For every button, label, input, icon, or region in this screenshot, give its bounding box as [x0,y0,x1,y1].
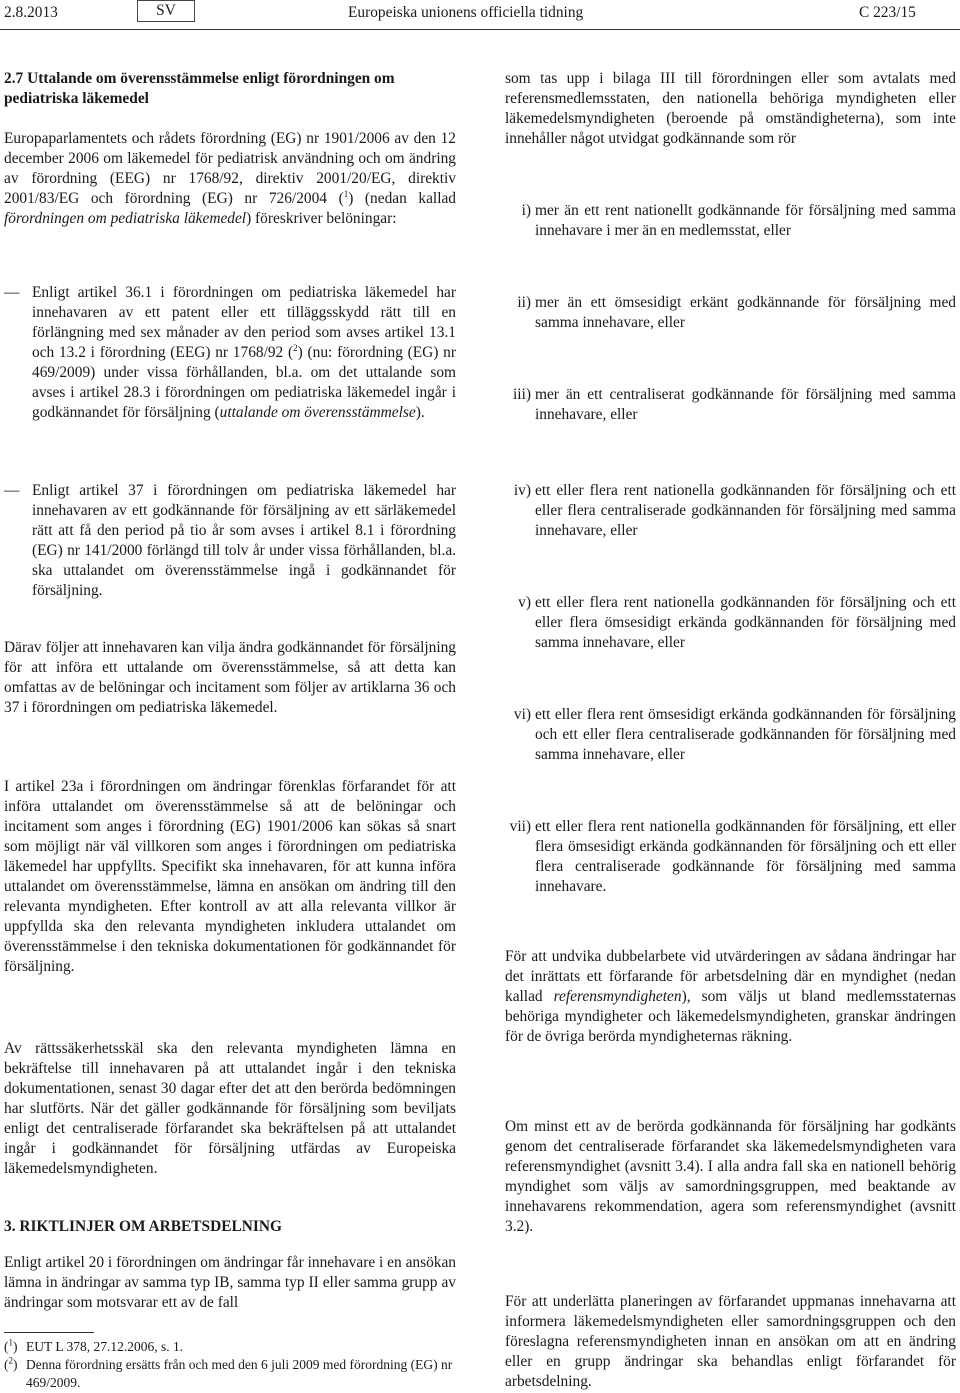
dash-marker: — [4,482,20,499]
dash-item-1-text: Enligt artikel 36.1 i förordningen om pediatriska läkemedel har innehavaren av ett patent eller ett tilläggsskydd rätt till en förlängning med sex månader av den period som avses artikel 13.1 och 13.2 i förordning (EEG) nr 1768/92 ($^2$) (nu: förordning (EG) nr 469/2009) under vissa förhållanden, bl.a. om det uttalande som avses i artikel 28.3 i förordningen om pediatriska läkemedel ingår i godkännandet för försäljning (uttalande om överensstämmelse). [32,284,457,421]
list-item: vi) ett eller flera rent ömsesidigt erkända godkännanden för försäljning och ett eller flera centraliserade godkännanden för försäljning med samma innehavare, eller [513,706,956,763]
left-paragraph-4: Av rättssäkerhetsskäl ska den relevanta myndigheten lämna en bekräftelse till innehavaren på att uttalandet ingår i den tekniska dokumentationen, senast 30 dagar efter det att den berörda bedömningen har slutförts. När det gäller godkännande för försäljning som beviljats enligt det centraliserade förfarandet ska bekräftelsen på att uttalandet ingår i godkännandet för försäljning utfärdas av Europeiska läkemedelsmyndigheten. [4,1040,456,1177]
page-number: C 223/15 [859,4,916,21]
dash-marker: — [4,284,20,301]
right-paragraph-3: Om minst ett av de berörda godkännanda för försäljning har godkänts genom det centraliserade förfarandet ska läkemedelsmyndigheten vara referensmyndighet (avsnitt 3.4). I alla andra fall ska en nationell behörig myndighet som väljs av samordningsgruppen, med beaktande av innehavarens rekommendation, agera som referensmyndighet (avsnitt 3.2). [505,1118,956,1235]
left-paragraph-1: Europaparlamentets och rådets förordning (EG) nr 1901/2006 av den 12 december 2006 om läkemedel för pediatrisk användning och om ändring av förordning (EEG) nr 1768/92, direktiv 2001/20/EG, direktiv 2001/83/EG och förordning (EG) nr 726/2004 ($^1$) (nedan kallad förordningen om pediatriska läkemedel) föreskriver belöningar: [4,130,456,227]
left-paragraph-5: Enligt artikel 20 i förordningen om ändringar får innehavare i en ansökan lämna in ändringar av samma typ IB, samma typ II eller samma grupp av ändringar som motsvarar ett av de fall [4,1254,456,1311]
footnote-1: ($^1$) EUT L 378, 27.12.2006, s. 1. [4,1337,184,1354]
journal-title: Europeiska unionens officiella tidning [348,4,584,21]
section-3-title: 3. RIKTLINJER OM ARBETSDELNING [4,1218,282,1235]
list-item: ii) mer än ett ömsesidigt erkänt godkännande för försäljning med samma innehavare, eller [517,294,956,331]
list-item: iii) mer än ett centraliserat godkännande för försäljning med samma innehavare, eller [513,386,956,423]
list-item: i) mer än ett rent nationellt godkännande för försäljning med samma innehavare i mer än en medlemsstat, eller [521,202,956,239]
dash-item-2-text: Enligt artikel 37 i förordningen om pediatriska läkemedel har innehavaren av ett godkännande för försäljning av ett särläkemedel rätt att få den period på tio år som avses i artikel 8.1 i förordning (EG) nr 141/2000 förlängd till tolv år under vissa förhållanden, bl.a. ska uttalandet om överensstämmelse ingå i godkännandet för försäljning. [32,482,456,599]
language-badge: SV [137,0,195,22]
footnote-rule [4,1332,94,1333]
footnotes [4,1338,456,1392]
left-paragraph-2: Därav följer att innehavaren kan vilja ändra godkännandet för försäljning för att införa ett uttalande om överensstämmelse, så att detta kan omfattas av de belöningar och incitament som följer av artiklarna 36 och 37 i förordningen om pediatriska läkemedel. [4,639,456,716]
dash-item-2 [4,481,456,601]
list-item: v) ett eller flera rent nationella godkännanden för försäljning och ett eller flera ömsesidigt erkända godkännanden för försäljning med samma innehavare, eller [518,594,956,651]
right-paragraph-2: För att undvika dubbelarbete vid utvärderingen av sådana ändringar har det inrättats ett förfarande för arbetsdelning där en myndighet (nedan kallad referensmyndigheten), som väljs ut bland medlemsstaternas behöriga myndigheter och läkemedelsmyndigheten, granskar ändringen för de övriga berörda myndigheternas räkning. [505,948,956,1045]
list-item: vii) ett eller flera rent nationella godkännanden för försäljning, ett eller flera ömsesidigt erkända godkännanden för försäljning och ett eller flera centraliserade godkännande för försäljning med samma innehavare. [509,818,956,895]
header-date: 2.8.2013 [4,4,58,21]
section-2-7 [4,69,456,229]
header-rule [0,29,960,30]
right-paragraph-4: För att underlätta planeringen av förfarandet uppmanas innehavarna att informera läkemedelsmyndigheten eller samordningsgruppen och den föreslagna referensmyndigheten innan en ansökan om att en ändring eller en grupp ändringar ska behandlas enligt förfarandet för arbetsdelning. [505,1293,956,1390]
section-2-7-title: 2.7 Uttalande om överensstämmelse enligt förordningen om pediatriska läkemedel [4,70,395,107]
footnote-2: ($^2$) Denna förordning ersätts från och med den 6 juli 2009 med förordning (EG) nr 469/2009. [4,1355,453,1390]
list-item: iv) ett eller flera rent nationella godkännanden för försäljning och ett eller flera centraliserade godkännanden för försäljning med samma innehavare, eller [513,482,956,539]
right-paragraph-1: som tas upp i bilaga III till förordningen eller som avtalats med referensmedlemsstaten, den nationella behöriga myndigheten eller läkemedelsmyndigheten (beroende på omständigheterna), som inte innehåller något utvidgat godkännande som rör [505,70,956,147]
dash-item-1 [4,283,456,423]
section-3 [4,1217,456,1237]
left-paragraph-3: I artikel 23a i förordningen om ändringar förenklas förfarandet för att införa uttalandet om överensstämmelse så att de belöningar och incitament som anges i förordning (EG) 1901/2006 kan sökas så snart som möjligt när väl villkoren som anges i förordningen om pediatriska läkemedel har uppfyllts. Specifikt ska innehavaren, för att kunna införa uttalandet om överensstämmelse, lämna en ansökan om ändring till den relevanta myndigheten. Efter kontroll av att alla relevanta villkor är uppfyllda ska den relevanta myndigheten inkludera uttalandet om överensstämmelse i den tekniska dokumentationen för godkännandet för försäljning. [4,778,456,975]
